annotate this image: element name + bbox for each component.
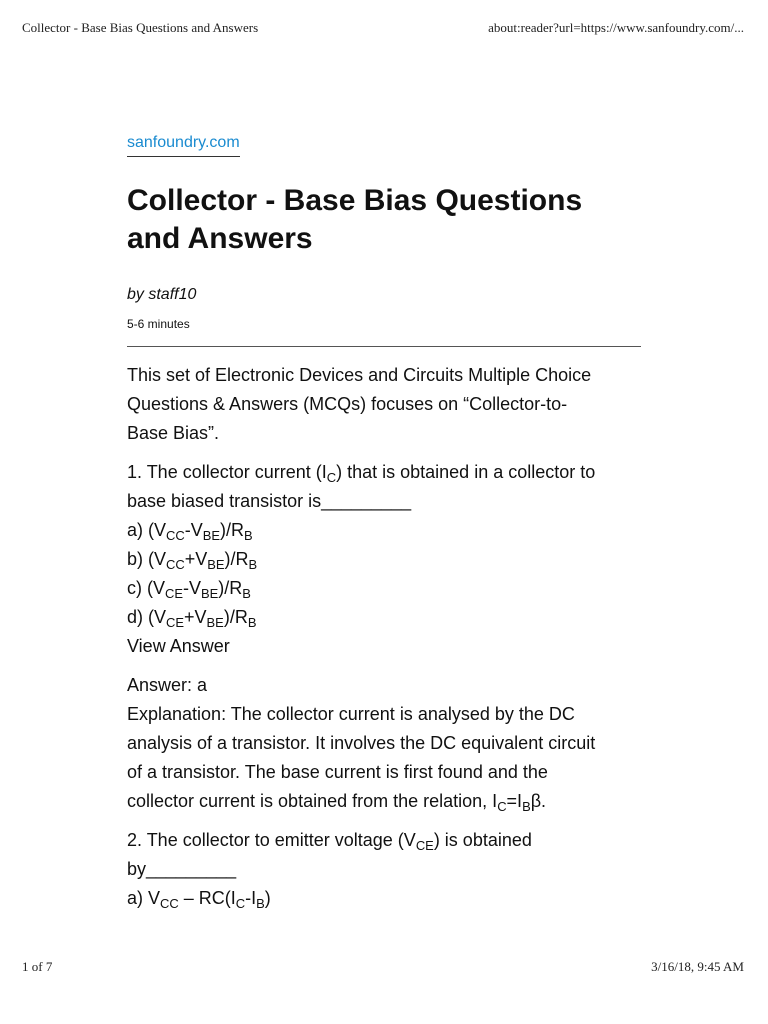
article-content	[127, 361, 641, 923]
text-fragment: b) (V	[127, 549, 167, 569]
subscript: CE	[415, 837, 434, 853]
article-title: Collector - Base Bias Questions and Answers	[127, 184, 583, 255]
text-fragment: )/R	[223, 607, 248, 627]
text-fragment: -V	[184, 520, 203, 540]
subscript: CE	[166, 614, 185, 630]
subscript: B	[256, 895, 265, 911]
question-2	[127, 826, 641, 913]
print-url: about:reader?url=https://www.sanfoundry.com/...	[488, 20, 744, 35]
question-1	[127, 458, 641, 661]
question-1-stem	[127, 458, 641, 487]
option-b	[127, 545, 641, 574]
text-fragment: d) (V	[127, 607, 167, 627]
text-fragment: a) (V	[127, 520, 167, 540]
text-fragment: ) is obtained	[433, 830, 532, 850]
intro-line: This set of Electronic Devices and Circuits Multiple Choice	[127, 365, 592, 385]
question-2-stem-cont: by_________	[127, 859, 237, 879]
subscript: BE	[206, 614, 224, 630]
question-1-stem-cont: base biased transistor is_________	[127, 491, 412, 511]
question-2-stem	[127, 826, 641, 855]
reading-time: 5-6 minutes	[127, 317, 190, 331]
option-a	[127, 516, 641, 545]
text-fragment: ) that is obtained in a collector to	[336, 462, 596, 482]
text-fragment: -V	[183, 578, 201, 598]
text-fragment: 1. The collector current (I	[127, 462, 327, 482]
text-fragment: β.	[530, 791, 547, 811]
text-fragment: )/R	[220, 520, 245, 540]
option-a	[127, 884, 641, 913]
page-number: 1 of 7	[22, 959, 53, 974]
text-fragment: a) V	[127, 888, 161, 908]
intro-line: Base Bias”.	[127, 423, 220, 443]
text-fragment: )	[264, 888, 271, 908]
text-fragment: )/R	[218, 578, 243, 598]
subscript: C	[235, 895, 246, 911]
intro-line: Questions & Answers (MCQs) focuses on “Collector-to-	[127, 394, 568, 414]
source-domain-link[interactable]: sanfoundry.com	[127, 134, 240, 157]
subscript: B	[247, 614, 257, 630]
explanation-line	[127, 787, 641, 816]
text-fragment: -I	[245, 888, 257, 908]
explanation-line: analysis of a transistor. It involves the DC equivalent circuit	[127, 733, 596, 753]
print-footer	[22, 959, 744, 975]
subscript: BE	[201, 585, 219, 601]
subscript: B	[522, 798, 531, 814]
explanation-line: of a transistor. The base current is first found and the	[127, 762, 548, 782]
text-fragment: )/R	[224, 549, 249, 569]
text-fragment: +V	[184, 607, 207, 627]
text-fragment: c) (V	[127, 578, 165, 598]
subscript: CC	[166, 556, 185, 572]
subscript: BE	[202, 527, 221, 543]
text-fragment: collector current is obtained from the relation, I	[127, 791, 498, 811]
subscript: CC	[166, 527, 185, 543]
intro-paragraph	[127, 361, 641, 448]
view-answer-button[interactable]: View Answer	[127, 636, 230, 656]
print-datetime: 3/16/18, 9:45 AM	[651, 959, 744, 974]
text-fragment: =I	[506, 791, 523, 811]
article-byline: by staff10	[127, 286, 197, 303]
option-d	[127, 603, 641, 632]
text-fragment: – RC(I	[178, 888, 236, 908]
print-header	[22, 20, 744, 36]
print-page-title: Collector - Base Bias Questions and Answers	[22, 20, 259, 35]
text-fragment: +V	[184, 549, 208, 569]
subscript: CC	[160, 895, 179, 911]
option-c	[127, 574, 641, 603]
answer-block	[127, 671, 641, 816]
subscript: C	[326, 469, 337, 485]
subscript: BE	[207, 556, 225, 572]
subscript: B	[242, 585, 251, 601]
answer-label: Answer: a	[127, 675, 208, 695]
subscript: C	[497, 798, 507, 814]
header-divider	[127, 346, 641, 347]
explanation-line: Explanation: The collector current is analysed by the DC	[127, 704, 575, 724]
subscript: B	[248, 556, 258, 572]
text-fragment: 2. The collector to emitter voltage (V	[127, 830, 416, 850]
subscript: CE	[165, 585, 183, 601]
subscript: B	[244, 527, 253, 543]
